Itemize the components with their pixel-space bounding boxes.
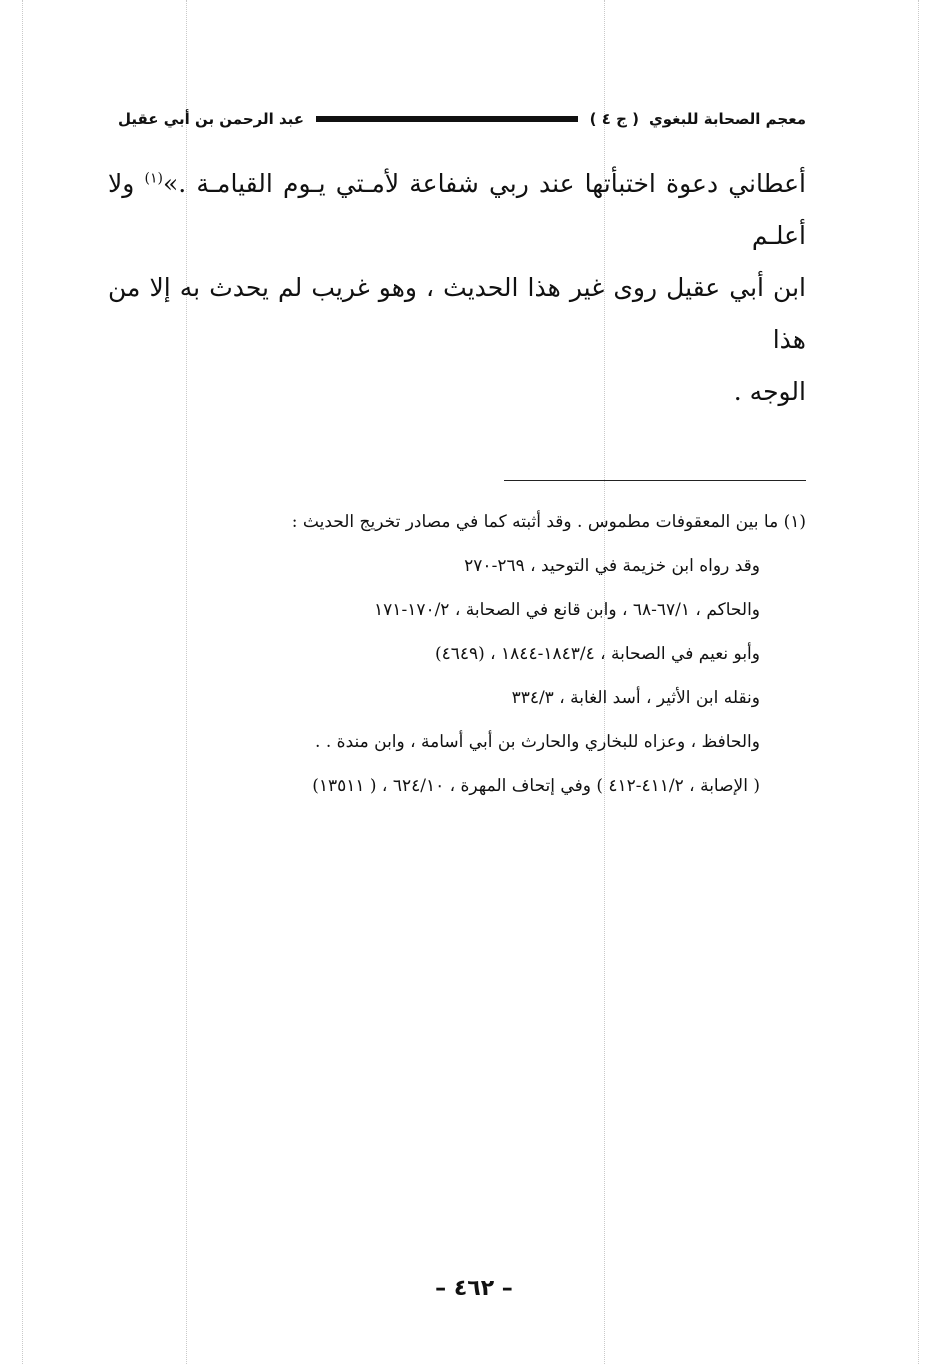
- footnote-line: وقد رواه ابن خزيمة في التوحيد ، ٢٦٩-٢٧٠: [464, 556, 760, 576]
- header-volume: ( ج ٤ ): [589, 110, 639, 128]
- running-header: [118, 104, 806, 134]
- scan-guide-line: [22, 0, 23, 1364]
- footnote-line: والحاكم ، ٦٧/١-٦٨ ، وابن قانع في الصحابة ، ١٧٠/٢-١٧١: [374, 600, 760, 620]
- page-number: – ٤٦٢ –: [435, 1276, 513, 1301]
- footnote-marker: (١): [144, 170, 163, 187]
- header-entry-info: [118, 110, 304, 128]
- main-text-segment: ولا أعلـم: [108, 169, 806, 250]
- footnote-line: وأبو نعيم في الصحابة ، ١٨٤٣/٤-١٨٤٤ ، (٤٦٤٩): [434, 644, 760, 664]
- main-text-line: ابن أبي عقيل روى غير هذا الحديث ، وهو غريب لم يحدث به إلا من هذا: [108, 273, 806, 354]
- footnote-line: (١) ما بين المعقوفات مطموس . وقد أثبته كما في مصادر تخريج الحديث :: [291, 512, 806, 532]
- main-text-segment: أعطاني دعوة اختبأتها عند ربي شفاعة لأمـتي يـوم القيامـة .»: [162, 169, 806, 198]
- header-book-title: معجم الصحابة للبغوي: [649, 110, 806, 128]
- footnote-line: ( الإصابة ، ٤١١/٢-٤١٢ ) وفي إتحاف المهرة ، ٦٢٤/١٠ ، ( ١٣٥١١): [312, 776, 760, 796]
- footnotes: [160, 500, 806, 808]
- scan-guide-line: [918, 0, 919, 1364]
- header-book-info: [590, 110, 806, 128]
- footnote-separator: [504, 480, 806, 481]
- footnote-line: ونقله ابن الأثير ، أسد الغابة ، ٣٣٤/٣: [511, 688, 760, 708]
- main-text-line: [108, 158, 806, 262]
- footnote-line: والحافظ ، وعزاه للبخاري والحارث بن أبي أسامة ، وابن مندة . .: [315, 732, 760, 752]
- header-entry-name: عبد الرحمن بن أبي عقيل: [118, 110, 305, 128]
- header-rule: [316, 116, 578, 122]
- main-text: [108, 158, 806, 418]
- main-text-line: الوجه .: [733, 377, 806, 406]
